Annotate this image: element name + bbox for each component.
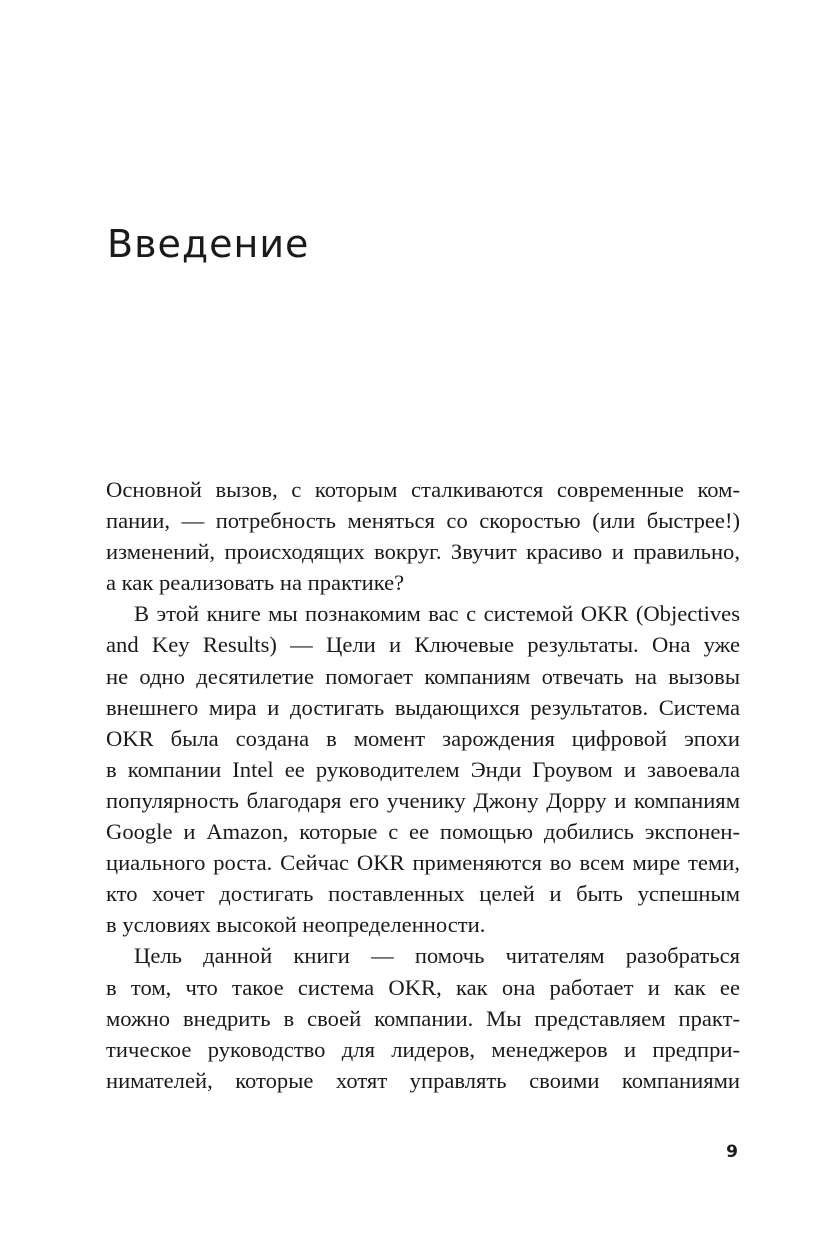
page-number: 9 xyxy=(726,1142,738,1162)
text-line: можно внедрить в своей компании. Мы представляем практ- xyxy=(106,1005,740,1031)
text-line: тическое руководство для лидеров, менеджеров и предпри- xyxy=(106,1036,740,1062)
text-line: and Key Results) — Цели и Ключевые результаты. Она уже xyxy=(106,632,740,658)
text-line: внешнего мира и достигать выдающихся результатов. Система xyxy=(106,694,740,720)
text-line: Цель данной книги — помочь читателям разобраться xyxy=(134,943,740,969)
text-line: Основной вызов, с которым сталкиваются современные ком- xyxy=(106,477,740,502)
text-line: Google и Amazon, которые с ее помощью добились экспонен- xyxy=(106,819,740,845)
text-line: пании, — потребность меняться со скоростью (или быстрее!) xyxy=(106,508,740,534)
text-line: в условиях высокой неопределенности. xyxy=(106,912,486,938)
chapter-title: Введение xyxy=(107,222,310,266)
paragraph-2 xyxy=(106,598,740,940)
text-line: в том, что такое система OKR, как она работает и как ее xyxy=(106,974,740,1000)
text-line: в компании Intel ее руководителем Энди Гроувом и завоевала xyxy=(106,756,740,782)
text-line: кто хочет достигать поставленных целей и быть успешным xyxy=(106,881,740,907)
paragraph-3 xyxy=(106,940,740,1095)
chapter-body xyxy=(106,474,740,1096)
text-line: популярность благодаря его ученику Джону Дорру и компаниям xyxy=(106,787,740,813)
text-line: не одно десятилетие помогает компаниям отвечать на вызовы xyxy=(106,663,740,689)
text-line: В этой книге мы познакомим вас с системой OKR (Objectives xyxy=(134,601,740,627)
text-line: а как реализовать на практике? xyxy=(106,570,405,596)
text-line: циального роста. Сейчас OKR применяются во всем мире теми, xyxy=(106,850,740,876)
text-line: OKR была создана в момент зарождения цифровой эпохи xyxy=(106,725,740,751)
paragraph-1 xyxy=(106,474,740,598)
text-line: нимателей, которые хотят управлять своими компаниями xyxy=(106,1067,740,1093)
text-line: изменений, происходящих вокруг. Звучит красиво и правильно, xyxy=(106,539,740,565)
